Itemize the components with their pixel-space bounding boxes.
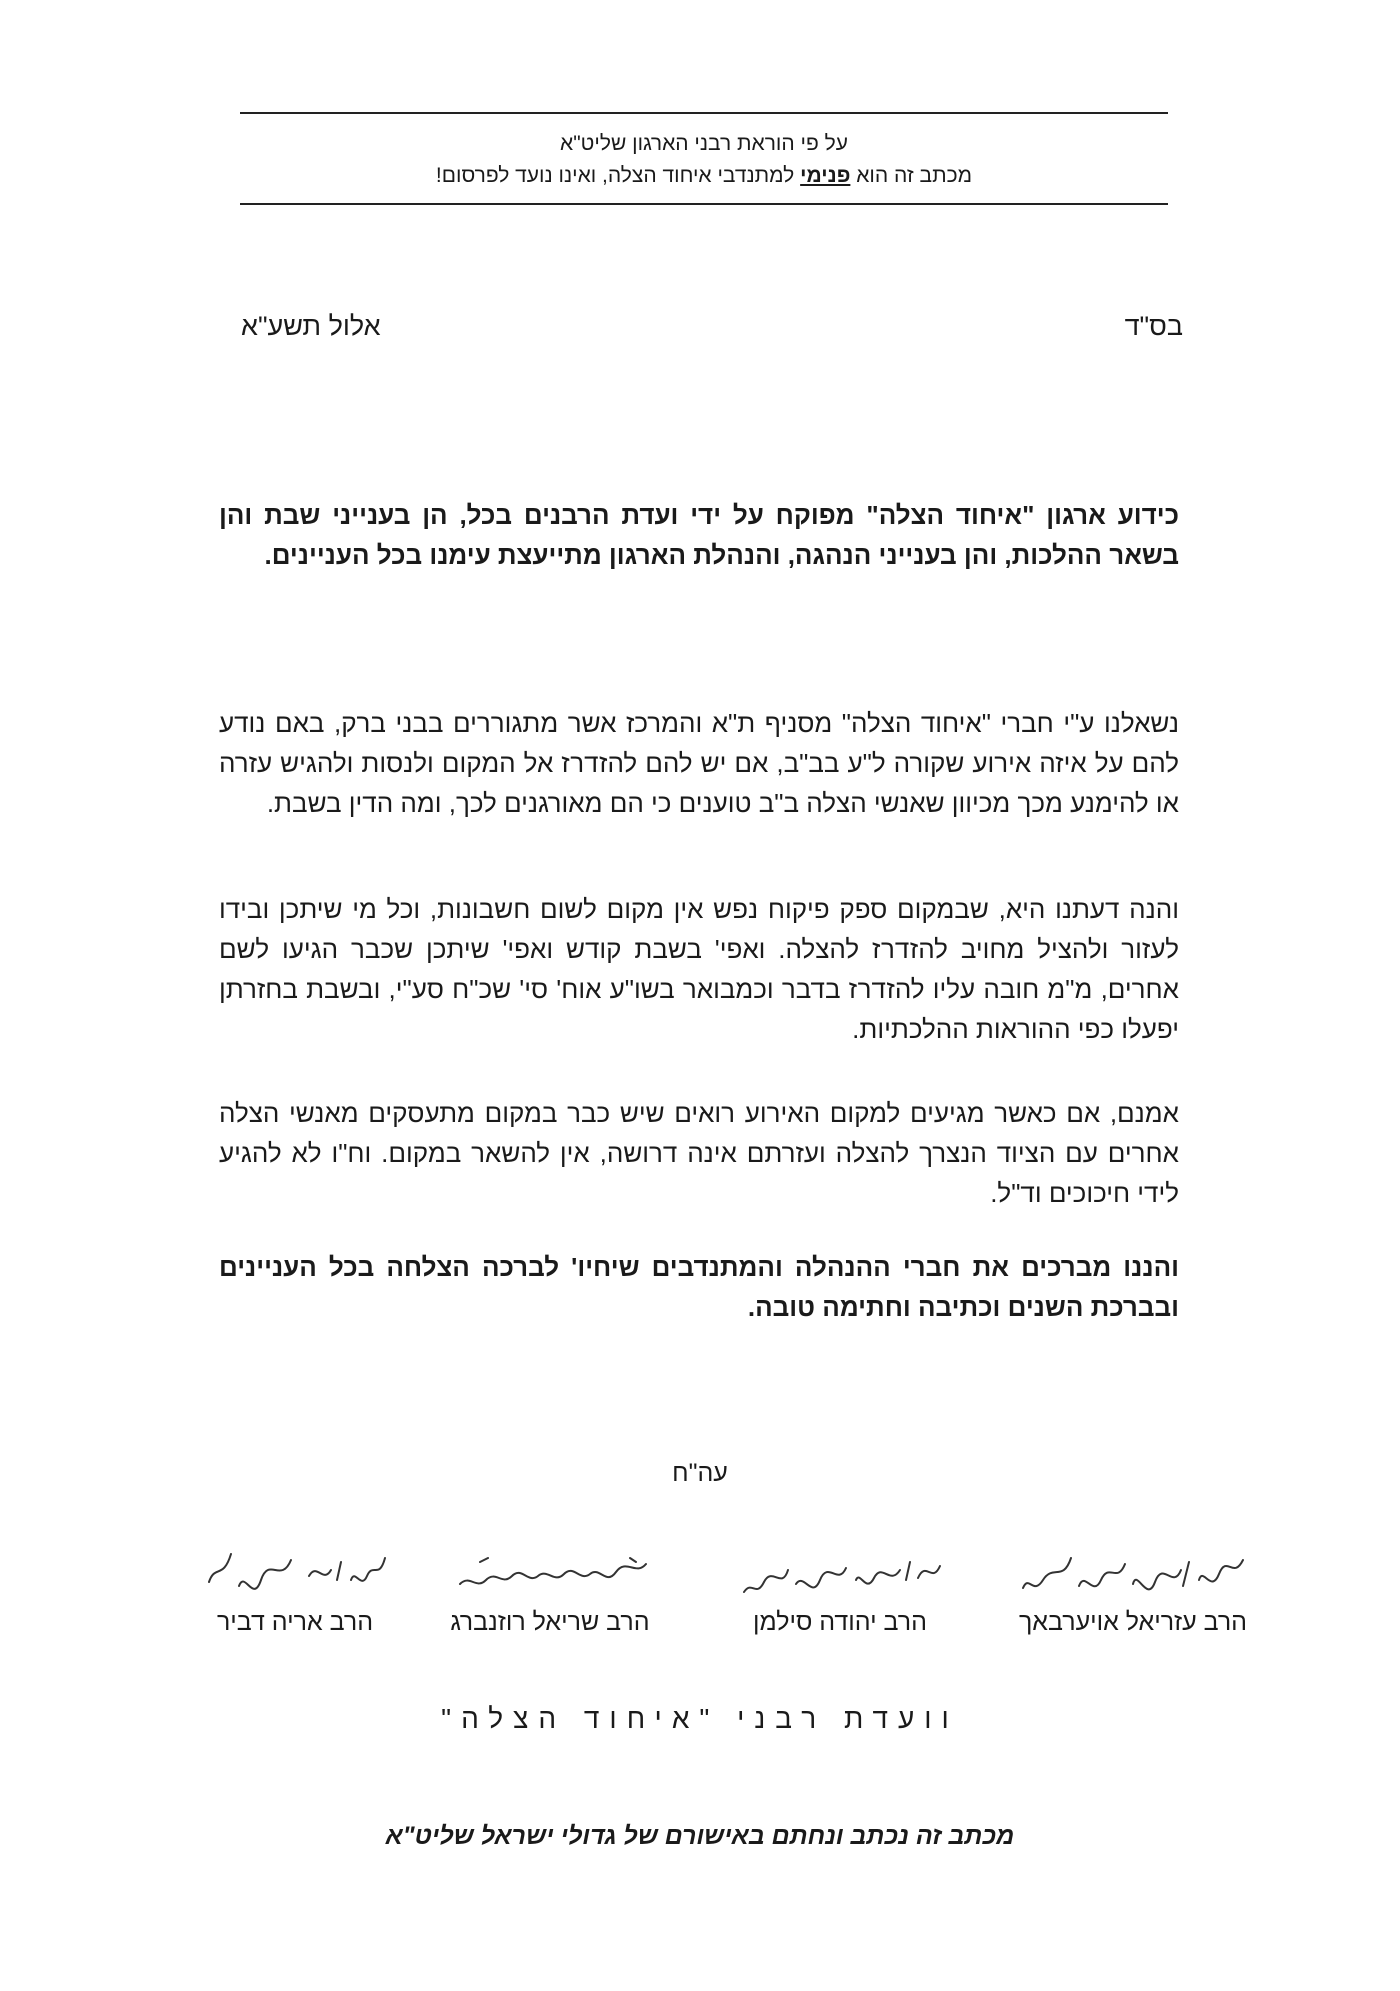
- bsd-heading: בס"ד: [1124, 311, 1183, 341]
- header-line-2-end: למתנדבי איחוד הצלה, ואינו נועד לפרסום!: [435, 164, 795, 187]
- handwritten-signature-2: [730, 1540, 950, 1602]
- committee-title: וועדת רבני "איחוד הצלה": [441, 1703, 959, 1734]
- handwritten-signature-3: [440, 1540, 660, 1602]
- paragraph-blessing: והננו מברכים את חברי ההנהלה והמתנדבים שיחיו' לברכה הצלחה בכל העניינים ובברכת השנים וכתיבה וחתימה טובה.: [219, 1252, 1179, 1322]
- paragraph-intro: כידוע ארגון "איחוד הצלה" מפוקח על ידי ועדת הרבנים בכל, הן בענייני שבת והן בשאר ההלכות, והן בענייני הנהגה, והנהלת הארגון מתייעצת עימנו בכל העניינים.: [219, 500, 1179, 570]
- header-notice: [240, 112, 1168, 205]
- letter-date: אלול תשע"א: [241, 311, 381, 341]
- handwritten-signature-4: [195, 1540, 395, 1602]
- signature-block-4: [190, 1540, 400, 1637]
- signature-block-2: [720, 1540, 960, 1637]
- header-line-2: [240, 164, 1168, 188]
- paragraph-question: נשאלנו ע"י חברי "איחוד הצלה" מסניף ת"א והמרכז אשר מתגוררים בבני ברק, באם נודע להם על איזה אירוע שקורה ל"ע בב"ב, אם יש להם להזדרז אל המקום ולנסות ולהגיש עזרה או להימנע מכך מכיוון שאנשי הצלה ב"ב טוענים כי הם מאורגנים לכך, ומה הדין בשבת.: [219, 708, 1179, 818]
- header-line-1: על פי הוראת רבני הארגון שליט"א: [560, 132, 848, 155]
- header-emphasis: פנימי: [800, 164, 851, 187]
- paragraph-caveat: אמנם, אם כאשר מגיעים למקום האירוע רואים שיש כבר במקום מתעסקים מאנשי הצלה אחרים עם הציוד הנצרך להצלה ועזרתם אינה דרושה, אין להשאר במקום. וח"ו לא להגיע לידי חיכוכים וד"ל.: [219, 1098, 1179, 1208]
- signature-name-4: הרב אריה דביר: [216, 1608, 374, 1636]
- header-line-2-start: מכתב זה הוא: [856, 164, 973, 187]
- handwritten-signature-1: [1013, 1540, 1253, 1602]
- signature-block-3: [420, 1540, 680, 1637]
- signature-name-1: הרב עזריאל אויערבאך: [1018, 1608, 1248, 1636]
- closing-abbrev: עה"ח: [672, 1459, 728, 1487]
- signature-name-2: הרב יהודה סילמן: [753, 1608, 927, 1636]
- paragraph-ruling: והנה דעתנו היא, שבמקום ספק פיקוח נפש אין מקום לשום חשבונות, וכל מי שיתכן ובידו לעזור ולהציל מחויב להזדרז להצלה. ואפי' בשבת קודש ואפי' שיתכן שכבר הגיעו לשם אחרים, מ"מ חובה עליו להזדרז בדבר וכמבואר בשו"ע אוח' סי' שכ"ח סע"י, ובשבת בחזרתן יפעלו כפי ההוראות ההלכתיות.: [219, 894, 1179, 1044]
- footer-note: מכתב זה נכתב ונחתם באישורם של גדולי ישראל שליט"א: [385, 1822, 1015, 1850]
- signature-block-1: [998, 1540, 1268, 1637]
- signature-name-3: הרב שריאל רוזנברג: [450, 1608, 650, 1636]
